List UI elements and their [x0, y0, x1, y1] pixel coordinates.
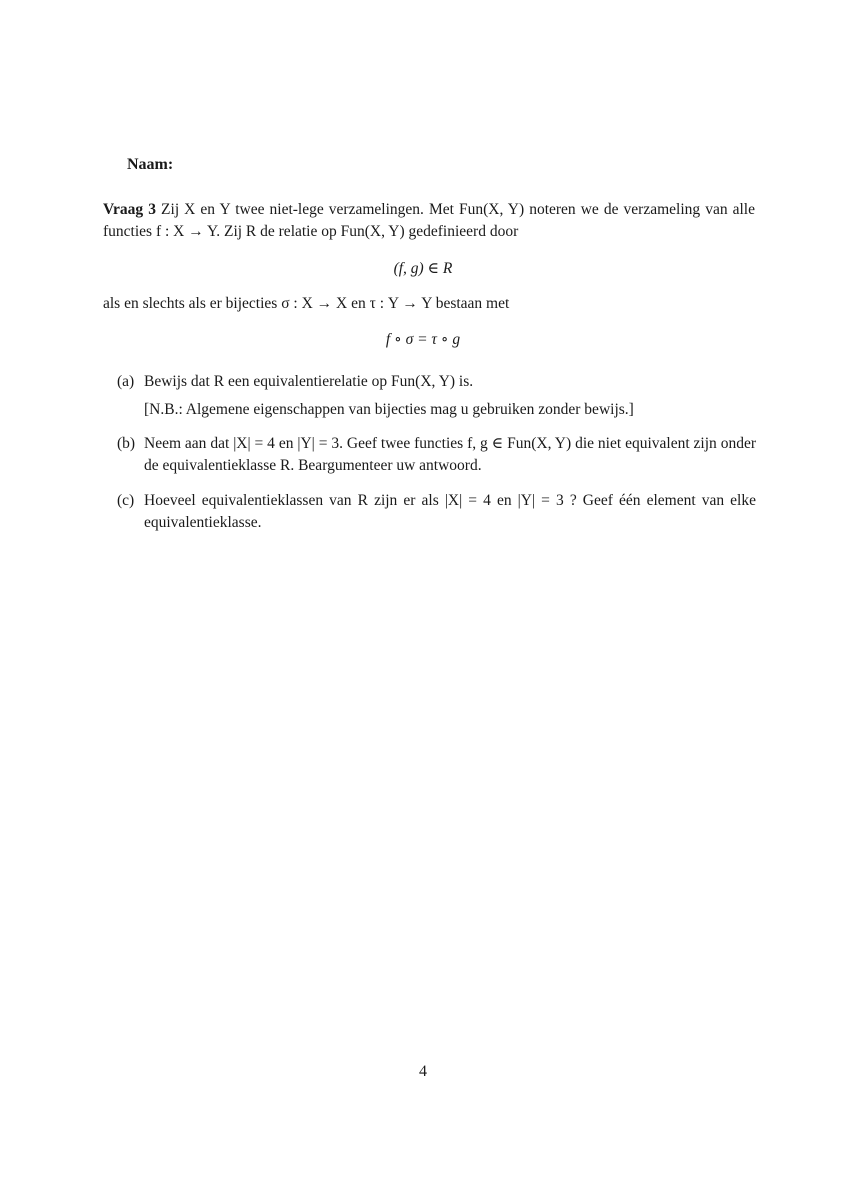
equation-relation: (f, g) ∈ R: [393, 260, 453, 277]
part-b-text: Neem aan dat |X| = 4 en |Y| = 3. Geef twee functies f, g ∈ Fun(X, Y) die niet equivalent zijn onder de equivalentieklasse R. Beargumenteer uw antwoord.: [144, 435, 756, 474]
part-a-note: [N.B.: Algemene eigenschappen van bijecties mag u gebruiken zonder bewijs.]: [144, 401, 634, 418]
part-c: [117, 490, 757, 540]
page-number: 4: [419, 1063, 427, 1080]
question-intro-text: Zij X en Y twee niet-lege verzamelingen. Met Fun(X, Y) noteren we de verzameling van alle functies f : X → Y. Zij R de relatie op Fun(X, Y) gedefinieerd door: [103, 201, 755, 240]
part-a-text: Bewijs dat R een equivalentierelatie op Fun(X, Y) is.: [144, 373, 474, 390]
equation-composition: f ∘ σ = τ ∘ g: [385, 331, 461, 348]
question-label: Vraag 3: [103, 201, 156, 218]
part-c-label: (c): [117, 492, 135, 509]
part-a: [117, 371, 757, 431]
part-c-text: Hoeveel equivalentieklassen van R zijn er als |X| = 4 en |Y| = 3 ? Geef één element van elke equivalentieklasse.: [144, 492, 756, 531]
question-intro: [103, 199, 755, 243]
condition-text: als en slechts als er bijecties σ : X → X en τ : Y → Y bestaan met: [103, 295, 510, 312]
part-a-label: (a): [117, 373, 135, 390]
name-label: Naam:: [127, 156, 174, 173]
part-b-label: (b): [117, 435, 136, 452]
part-b: [117, 433, 757, 483]
